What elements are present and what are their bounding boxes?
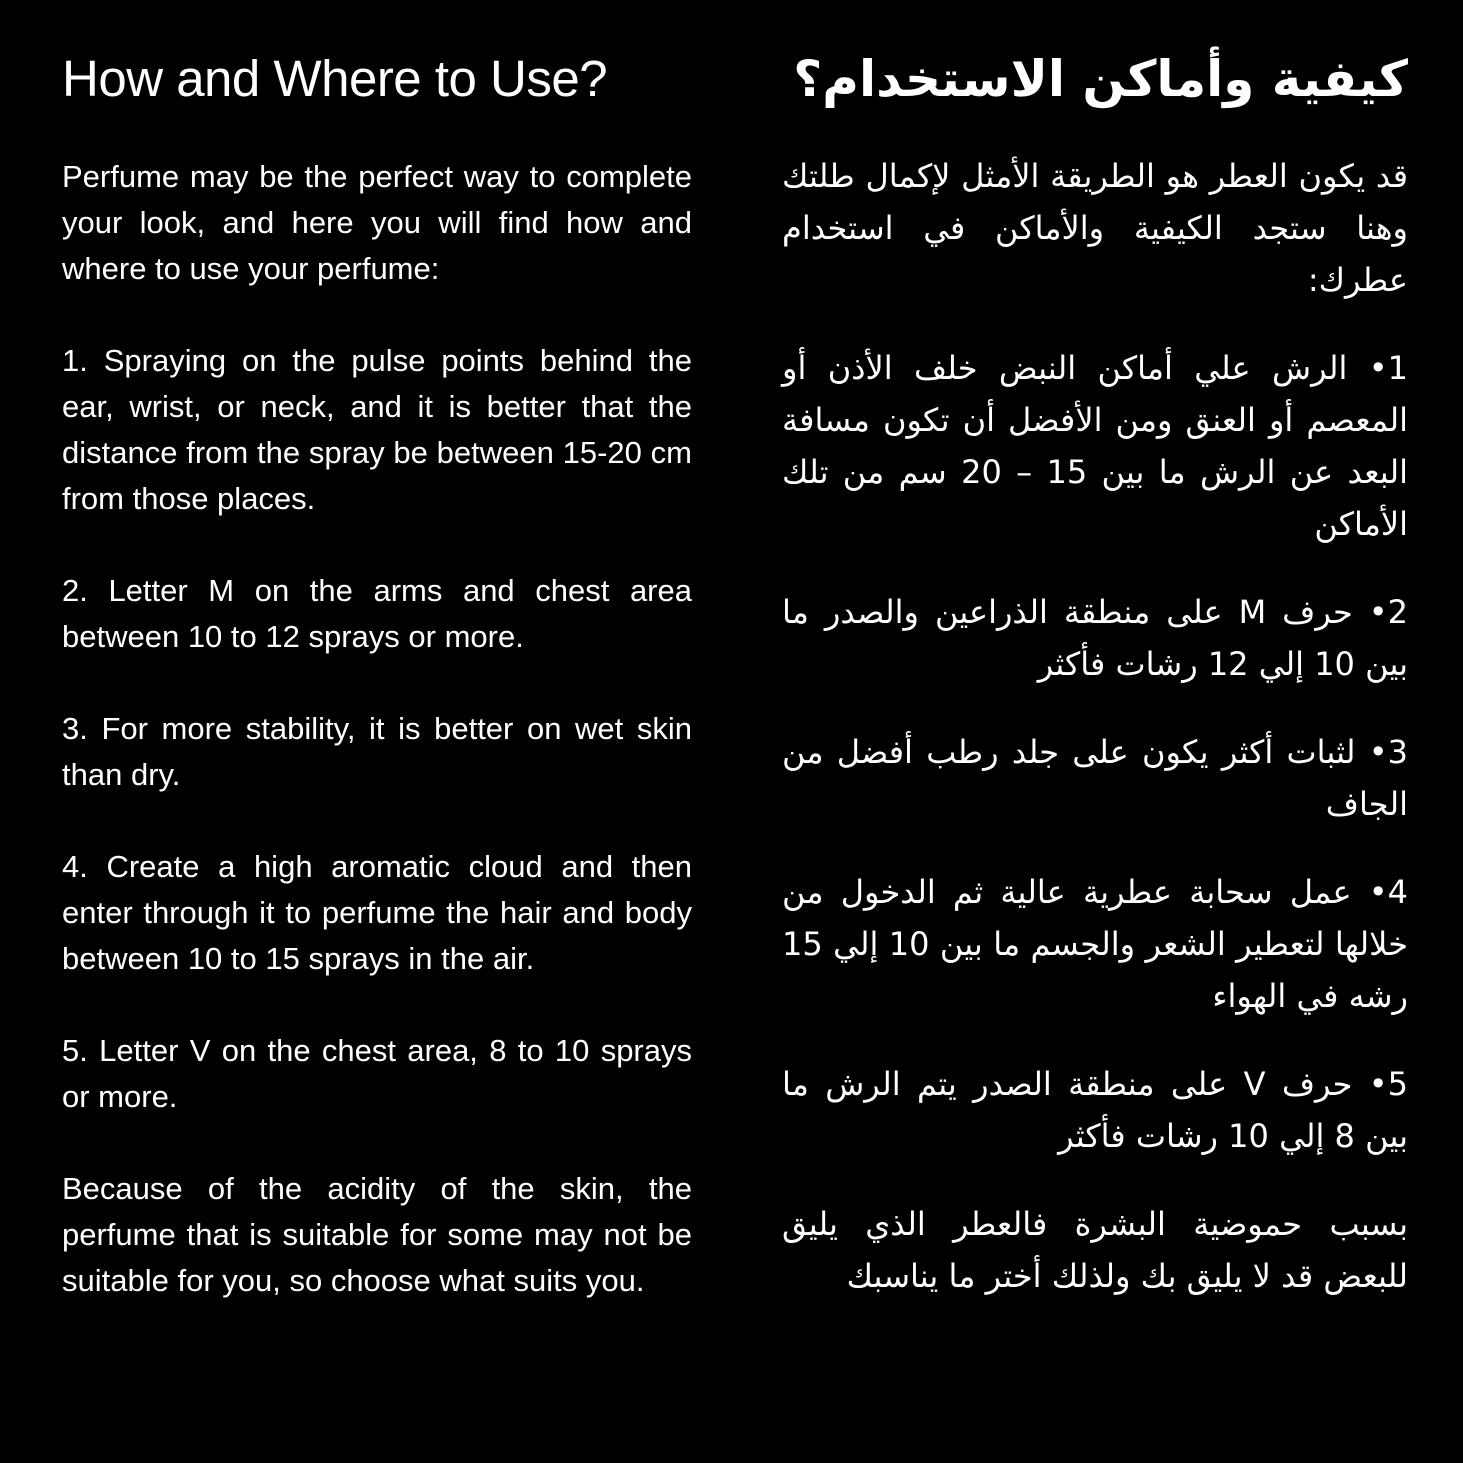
english-step-4: 4. Create a high aromatic cloud and then enter through it to perfume the hair and body between 10 to 15 sprays in the air.: [62, 849, 692, 976]
english-step-1: 1. Spraying on the pulse points behind the ear, wrist, or neck, and it is better that the distance from the spray be between 15-20 cm from those places.: [62, 343, 692, 516]
arabic-step-2: 2• حرف M على منطقة الذراعين والصدر ما بين 10 إلي 12 رشات فأكثر: [782, 593, 1409, 683]
arabic-section: [782, 48, 1408, 1463]
english-intro-paragraph: Perfume may be the perfect way to complete your look, and here you will find how and where to use your perfume:: [62, 159, 692, 286]
english-step-3: 3. For more stability, it is better on wet skin than dry.: [62, 711, 692, 792]
arabic-step-5: 5• حرف V على منطقة الصدر يتم الرش ما بين 8 إلي 10 رشات فأكثر: [782, 1065, 1409, 1155]
english-step-2: 2. Letter M on the arms and chest area between 10 to 12 sprays or more.: [62, 573, 692, 654]
arabic-closing-paragraph: بسبب حموضية البشرة فالعطر الذي يليق للبعض قد لا يليق بك ولذلك أختر ما يناسبك: [782, 1205, 1408, 1295]
column-gap: [692, 48, 782, 1463]
arabic-step-1: 1• الرش علي أماكن النبض خلف الأذن أو المعصم أو العنق ومن الأفضل أن تكون مسافة البعد عن الرش ما بين 15 – 20 سم من تلك الأماكن: [782, 349, 1409, 543]
arabic-intro-paragraph: قد يكون العطر هو الطريقة الأمثل لإكمال طلتك وهنا ستجد الكيفية والأماكن في استخدام عطرك:: [782, 157, 1408, 299]
english-closing-paragraph: Because of the acidity of the skin, the perfume that is suitable for some may not be suitable for you, so choose what suits you.: [62, 1171, 692, 1298]
arabic-step-4: 4• عمل سحابة عطرية عالية ثم الدخول من خلالها لتعطير الشعر والجسم ما بين 10 إلي 15 رشه في الهواء: [782, 873, 1409, 1015]
arabic-step-3: 3• لثبات أكثر يكون على جلد رطب أفضل من الجاف: [782, 733, 1408, 823]
english-step-5: 5. Letter V on the chest area, 8 to 10 sprays or more.: [62, 1033, 692, 1114]
english-title: How and Where to Use?: [62, 50, 608, 107]
english-section: [62, 48, 692, 1463]
arabic-title: كيفية وأماكن الاستخدام؟: [793, 50, 1408, 108]
